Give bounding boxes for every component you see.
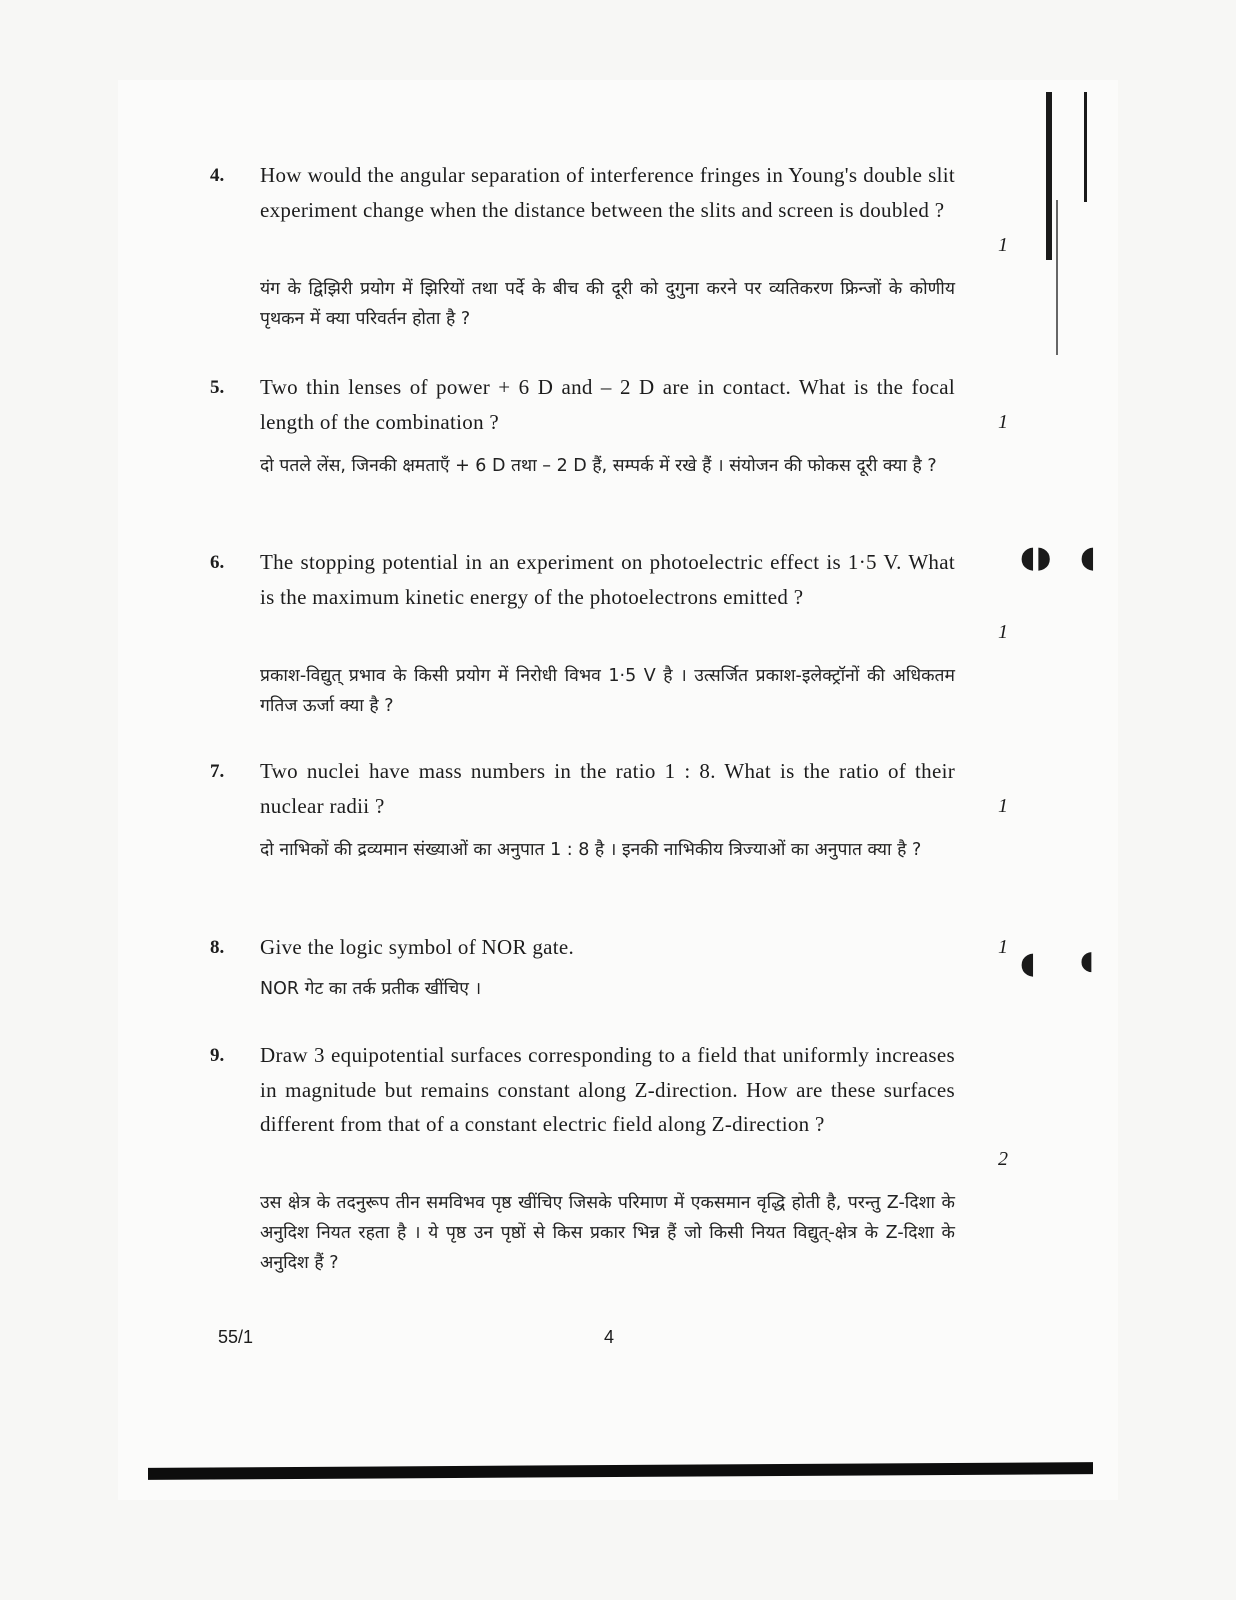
- question-number: 6.: [210, 552, 225, 573]
- scan-blot: ◖: [1080, 946, 1094, 976]
- question-number: 9.: [210, 1045, 225, 1066]
- page-number: 4: [604, 1327, 615, 1347]
- scan-blot: ◖◗: [1020, 540, 1052, 575]
- question-number: 7.: [210, 761, 225, 782]
- question-number: 8.: [210, 937, 225, 958]
- question-text-hindi: दो पतले लेंस, जिनकी क्षमताएँ + 6 D तथा – 2 D हैं, सम्पर्क में रखे हैं । संयोजन की फोकस दूरी क्या है ?: [260, 456, 937, 476]
- question-text-english: Two nuclei have mass numbers in the ratio 1 : 8. What is the ratio of their nuclear radii ?: [260, 759, 955, 818]
- question-text-hindi: उस क्षेत्र के तदनुरूप तीन समविभव पृष्ठ खींचिए जिसके परिमाण में एकसमान वृद्धि होती है, परन्तु Z-दिशा के अनुदिश नियत रहता है । ये पृष्ठ उन पृष्ठों से किस प्रकार भिन्न हैं जो किसी नियत विद्युत्-क्षेत्र के Z-दिशा के अनुदिश हैं ?: [260, 1193, 955, 1273]
- question-text-english: Give the logic symbol of NOR gate.: [260, 935, 575, 959]
- exam-page: [118, 80, 1118, 1500]
- question-marks: 1: [998, 621, 1008, 643]
- question-marks: 1: [998, 795, 1008, 817]
- question-marks: 1: [998, 936, 1008, 958]
- question-text-hindi: NOR गेट का तर्क प्रतीक खींचिए ।: [260, 979, 482, 999]
- scan-edge-mark: [1056, 200, 1058, 355]
- question-text-english: How would the angular separation of interference fringes in Young's double slit experiment change when the distance between the slits and screen is doubled ?: [260, 163, 955, 222]
- question-text-hindi: प्रकाश-विद्युत् प्रभाव के किसी प्रयोग में निरोधी विभव 1·5 V है । उत्सर्जित प्रकाश-इलेक्ट्रॉनों की अधिकतम गतिज ऊर्जा क्या है ?: [260, 666, 955, 716]
- question-marks: 1: [998, 411, 1008, 433]
- scan-edge-mark: [1046, 92, 1052, 260]
- question-text-english: The stopping potential in an experiment on photoelectric effect is 1·5 V. What is the maximum kinetic energy of the photoelectrons emitted ?: [260, 550, 955, 609]
- scan-blot: ◖: [1080, 540, 1096, 575]
- question-text-hindi: यंग के द्विझिरी प्रयोग में झिरियों तथा पर्दे के बीच की दूरी को दुगुना करने पर व्यतिकरण फ्रिन्जों के कोणीय पृथकन में क्या परिवर्तन होता है ?: [260, 279, 955, 329]
- question-number: 4.: [210, 165, 225, 186]
- question-text-hindi: दो नाभिकों की द्रव्यमान संख्याओं का अनुपात 1 : 8 है । इनकी नाभिकीय त्रिज्याओं का अनुपात क्या है ?: [260, 840, 922, 860]
- bottom-rule: [148, 1462, 1093, 1480]
- scan-blot: ◖: [1020, 946, 1036, 981]
- question-number: 5.: [210, 377, 225, 398]
- question-marks: 1: [998, 234, 1008, 256]
- paper-code: 55/1: [218, 1327, 254, 1347]
- question-text-english: Two thin lenses of power + 6 D and – 2 D are in contact. What is the focal length of the combination ?: [260, 375, 955, 434]
- question-text-english: Draw 3 equipotential surfaces corresponding to a field that uniformly increases in magnitude but remains constant along Z-direction. How are these surfaces different from that of a constant electric field along Z-direction ?: [260, 1043, 955, 1136]
- question-marks: 2: [998, 1148, 1008, 1170]
- scan-edge-mark: [1084, 92, 1087, 202]
